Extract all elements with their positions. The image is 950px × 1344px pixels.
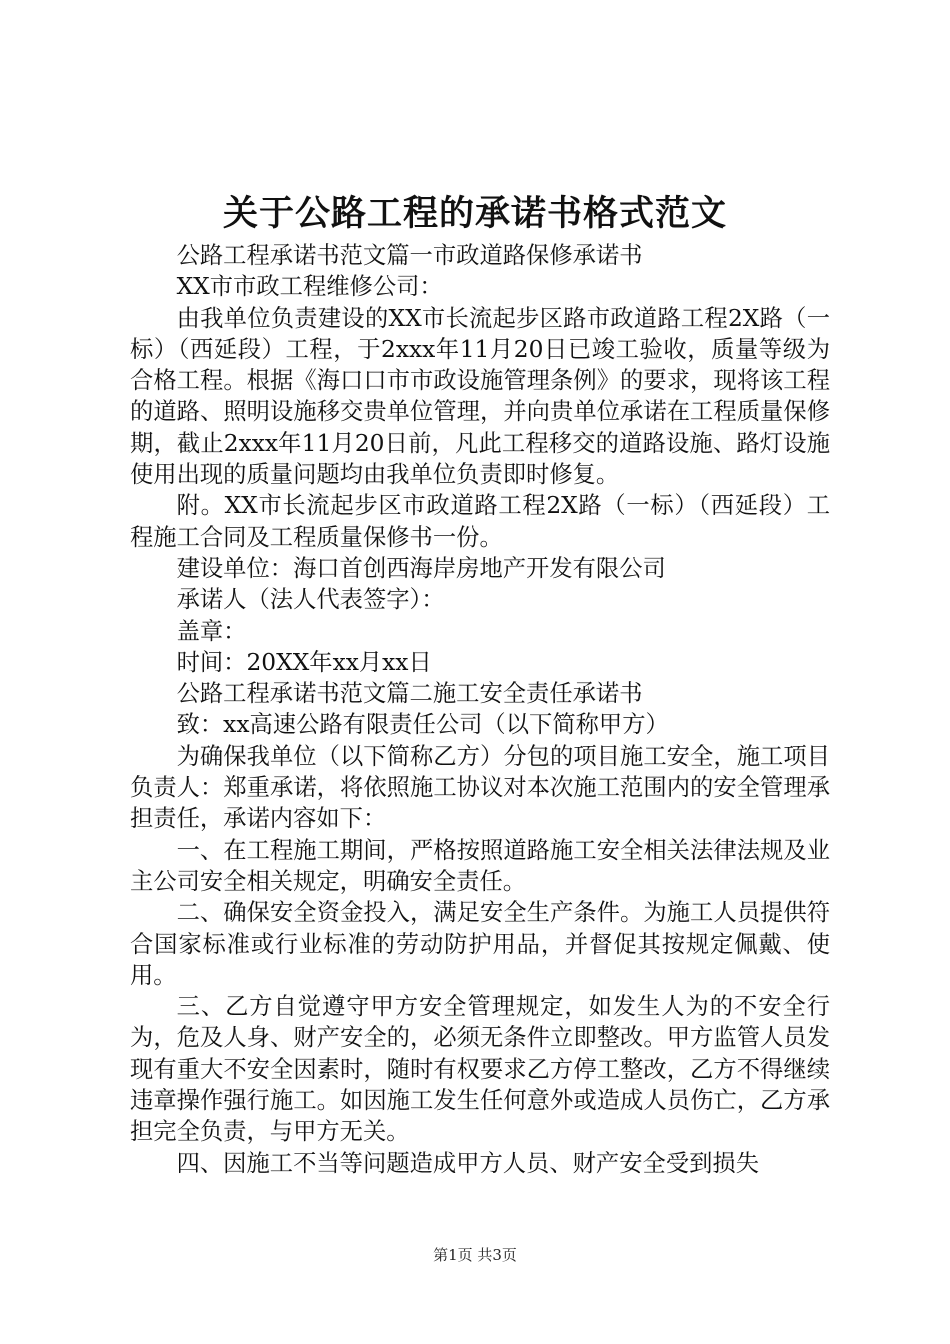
paragraph: 附。XX市长流起步区市政道路工程2X路（一标）（西延段）工程施工合同及工程质量保修书一份。 xyxy=(130,492,830,551)
page-number-footer: 第1页 共3页 xyxy=(433,1246,517,1264)
paragraph: 时间：20XX年xx月xx日 xyxy=(176,648,432,676)
paragraph: 建设单位：海口首创西海岸房地产开发有限公司 xyxy=(176,554,666,582)
paragraph: 盖章： xyxy=(176,617,247,645)
paragraph: 二、确保安全资金投入，满足安全生产条件。为施工人员提供符合国家标准或行业标准的劳动防护用品，并督促其按规定佩戴、使用。 xyxy=(130,899,830,989)
paragraph: 公路工程承诺书范文篇二施工安全责任承诺书 xyxy=(176,680,643,708)
paragraph: 由我单位负责建设的XX市长流起步区路市政道路工程2X路（一标）（西延段）工程，于2xxx年11月20日已竣工验收，质量等级为合格工程。根据《海口口市市政设施管理条例》的要求，现将该工程的道路、照明设施移交贵单位管理，并向贵单位承诺在工程质量保修期，截止2xxx年11月20日前，凡此工程移交的道路设施、路灯设施使用出现的质量问题均由我单位负责即时修复。 xyxy=(130,304,830,489)
paragraph: 四、因施工不当等问题造成甲方人员、财产安全受到损失 xyxy=(176,1149,760,1177)
paragraph: 三、乙方自觉遵守甲方安全管理规定，如发生人为的不安全行为，危及人身、财产安全的，必须无条件立即整改。甲方监管人员发现有重大不安全因素时，随时有权要求乙方停工整改，乙方不得继续违章操作强行施工。如因施工发生任何意外或造成人员伤亡，乙方承担完全负责，与甲方无关。 xyxy=(130,993,830,1146)
paragraph: XX市市政工程维修公司： xyxy=(176,273,443,301)
paragraph: 为确保我单位（以下简称乙方）分包的项目施工安全，施工项目负责人：郑重承诺，将依照施工协议对本次施工范围内的安全管理承担责任，承诺内容如下： xyxy=(130,742,830,833)
paragraph: 承诺人（法人代表签字）： xyxy=(176,586,445,614)
paragraph: 公路工程承诺书范文篇一市政道路保修承诺书 xyxy=(176,242,643,269)
document-body xyxy=(130,240,830,1179)
paragraph: 致：xx高速公路有限责任公司（以下简称甲方） xyxy=(176,711,669,739)
paragraph: 一、在工程施工期间，严格按照道路施工安全相关法律法规及业主公司安全相关规定，明确安全责任。 xyxy=(130,836,830,895)
document-title: 关于公路工程的承诺书格式范文 xyxy=(222,193,727,234)
